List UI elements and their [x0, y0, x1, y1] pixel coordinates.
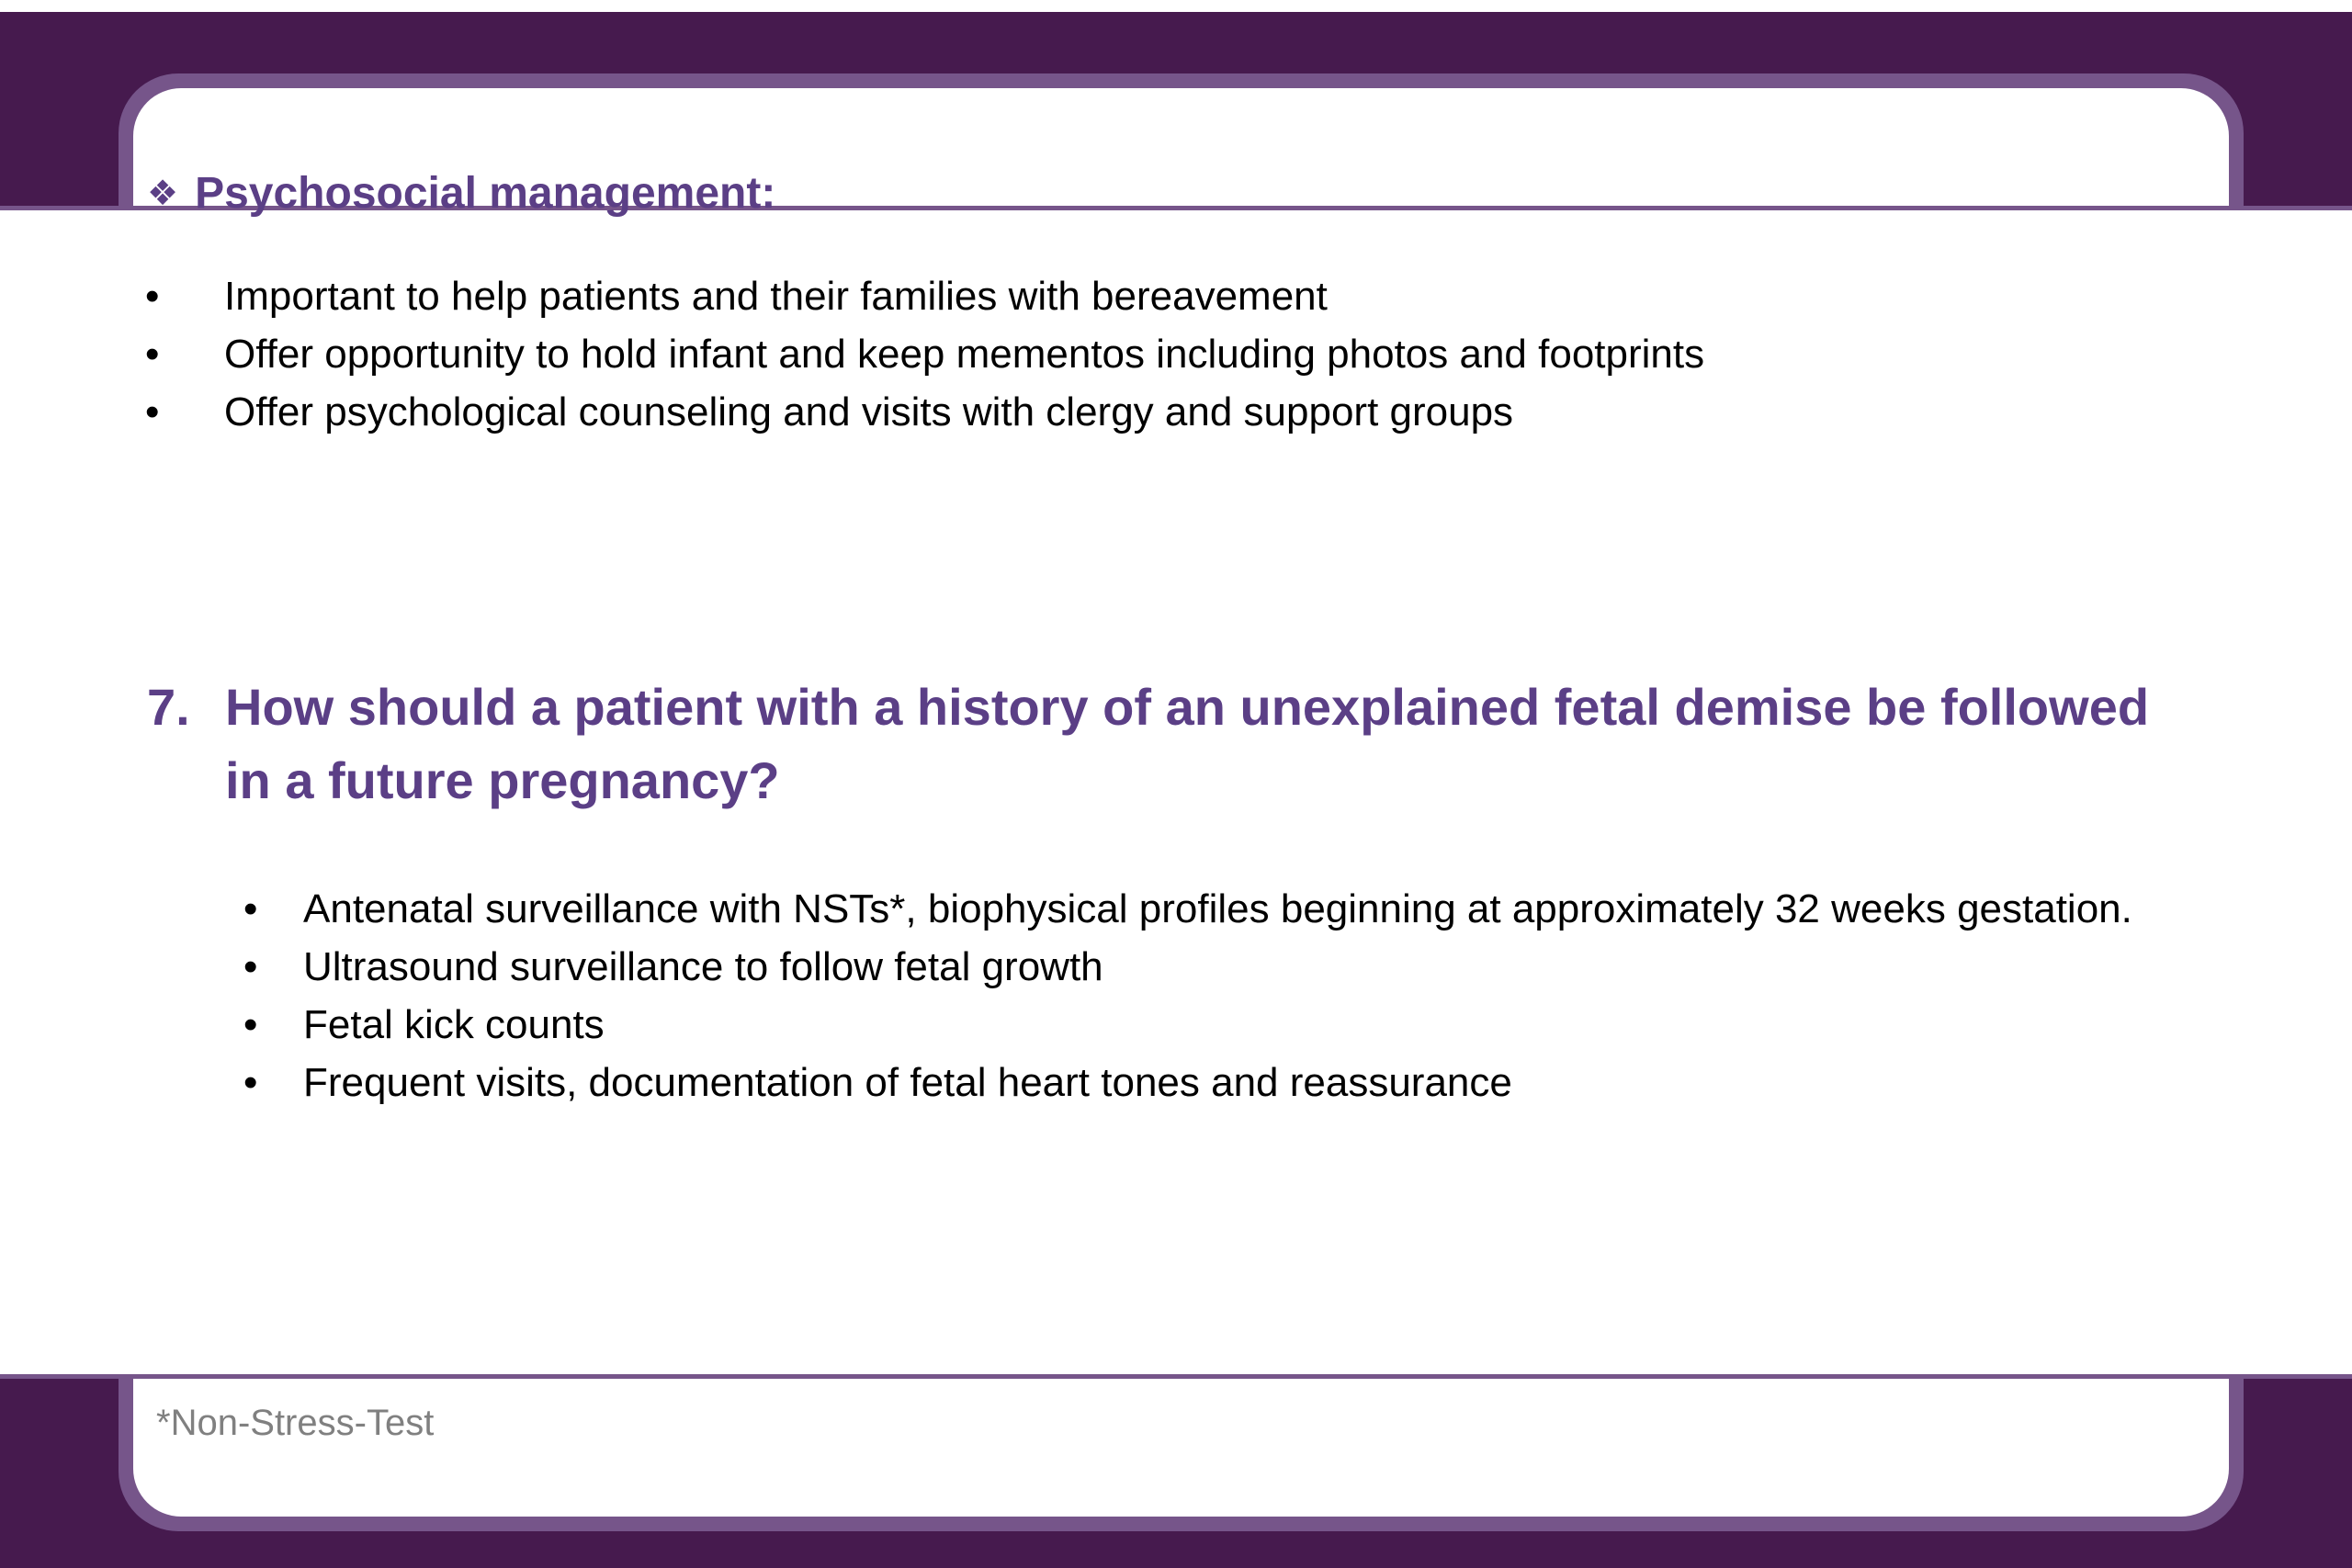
list-item: • Offer opportunity to hold infant and keep mementos including photos and footprints	[145, 325, 1704, 383]
psychosocial-heading-text: Psychosocial management:	[195, 169, 776, 218]
bullet-icon: •	[145, 332, 160, 377]
diamond-bullet-icon: ❖	[147, 175, 179, 213]
bullet-icon: •	[145, 389, 160, 434]
psychosocial-list	[145, 267, 1704, 441]
bullet-icon: •	[243, 1060, 258, 1105]
list-item: • Ultrasound surveillance to follow fetal growth	[243, 938, 2168, 996]
bullet-icon: •	[243, 886, 258, 931]
bullet-icon: •	[145, 274, 160, 319]
question-line-1: 7. How should a patient with a history of an unexplained fetal demise be followed	[147, 671, 2251, 744]
bullet-icon: •	[243, 1002, 258, 1047]
list-item: • Offer psychological counseling and visits with clergy and support groups	[145, 383, 1704, 441]
list-item: • Frequent visits, documentation of fetal heart tones and reassurance	[243, 1054, 2168, 1111]
question-number: 7.	[147, 678, 190, 736]
list-item: • Fetal kick counts	[243, 996, 2168, 1054]
list-item: • Important to help patients and their families with bereavement	[145, 267, 1704, 325]
footnote: *Non-Stress-Test	[156, 1403, 435, 1443]
question-heading	[147, 671, 2251, 818]
bullet-icon: •	[243, 944, 258, 989]
followup-list	[243, 880, 2168, 1111]
list-item: • Antenatal surveillance with NSTs*, biophysical profiles beginning at approximately 32 weeks gestation.	[243, 880, 2168, 938]
psychosocial-heading	[147, 168, 775, 219]
question-line-2: in a future pregnancy?	[225, 751, 780, 809]
